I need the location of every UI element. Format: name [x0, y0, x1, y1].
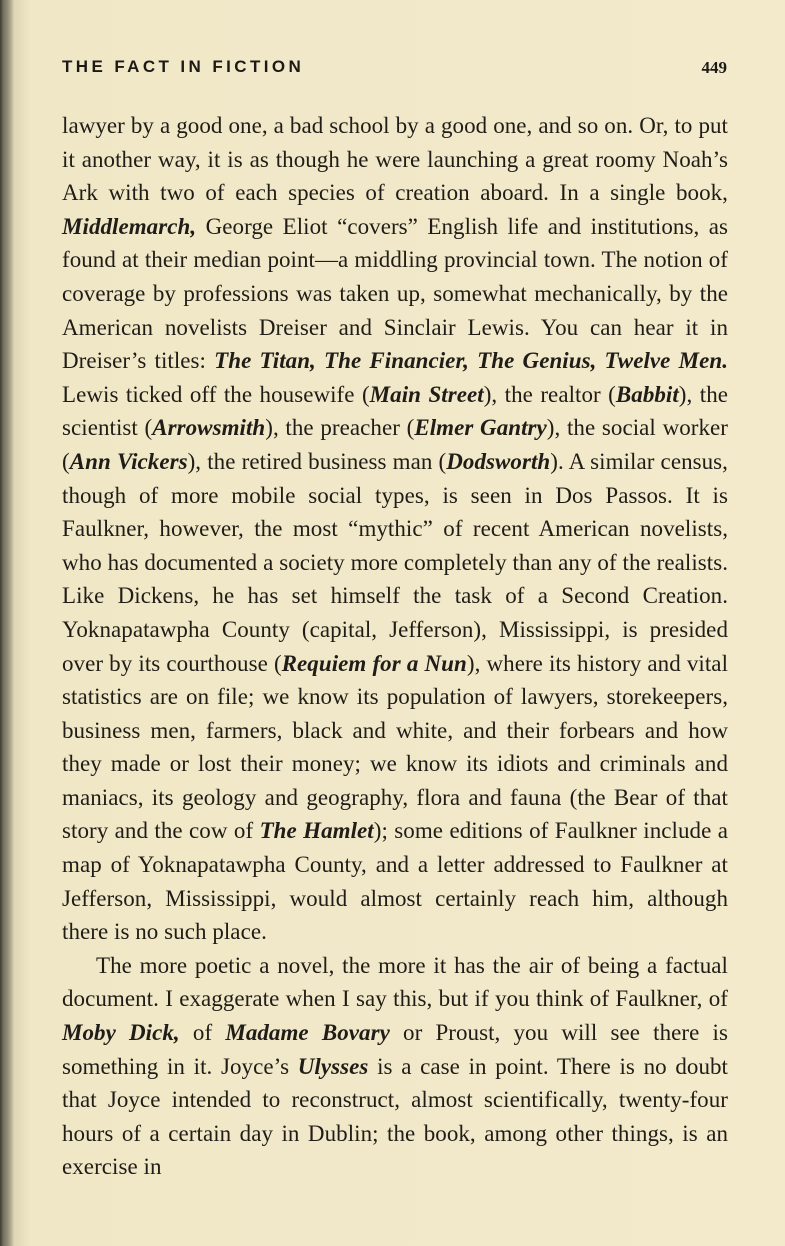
italic-title-text: Requiem for a Nun	[281, 650, 467, 676]
italic-title-text: The Hamlet	[259, 818, 374, 844]
italic-title-text: Dodsworth	[446, 448, 551, 474]
text-run: ); some editions of Faulkner include a map of Yoknapatawpha County, and a letter addressed to Faulkner at Jefferson, Mississippi, would almost certainly reach him, although there is no such place.	[62, 818, 728, 945]
italic-title-text: The Titan, The Financier, The Genius, Twelve Men.	[214, 348, 728, 374]
paragraph	[62, 949, 728, 1184]
text-run: ), the scientist (	[62, 381, 728, 441]
text-run: The more poetic a novel, the more it has the air of being a factual document. I exaggerate when I say this, but if you think of Faulkner, of	[62, 952, 728, 1012]
text-run: of	[179, 1020, 226, 1046]
italic-title-text: Moby Dick,	[62, 1020, 180, 1046]
italic-title-text: Ulysses	[297, 1053, 369, 1079]
text-run: is a case in point. There is no doubt that Joyce intended to reconstruct, almost scientifically, twenty-four hours of a certain day in Dublin; the book, among other things, is an exercise in	[62, 1053, 728, 1180]
page-header	[62, 57, 727, 87]
italic-title-text: Madame Bovary	[225, 1020, 390, 1046]
italic-title-text: Ann Vickers	[69, 448, 188, 474]
paragraph	[62, 109, 728, 949]
text-run: ), the realtor (	[483, 381, 616, 407]
text-run: ), where its history and vital statistics are on file; we know its population of lawyers, storekeepers, business men, farmers, black and white, and their forbears and how they made or lost their money; we know its idiots and criminals and maniacs, its geology and geography, flora and fauna (the Bear of that story and the cow of	[62, 650, 729, 844]
italic-title-text: Babbit	[615, 381, 679, 407]
text-run: or Proust, you will see there is something in it. Joyce’s	[62, 1020, 728, 1079]
text-run: lawyer by a good one, a bad school by a good one, and so on. Or, to put it another way, it is as though he were launching a great roomy Noah’s Ark with two of each species of creation aboard. In a single book,	[62, 113, 728, 206]
text-run: ), the social worker (	[62, 415, 728, 474]
page-number: 449	[701, 58, 727, 77]
text-run: ), the preacher (	[265, 415, 415, 441]
body-text	[62, 109, 728, 1184]
italic-title-text: Elmer Gantry	[414, 415, 547, 441]
italic-title-text: Arrowsmith	[152, 415, 266, 441]
text-run: Lewis ticked off the housewife (	[62, 381, 370, 407]
text-run: ), the retired business man (	[187, 448, 447, 474]
italic-title-text: Middlemarch,	[62, 213, 197, 239]
text-run: ). A similar census, though of more mobile social types, is seen in Dos Passos. It is Faulkner, however, the most “mythic” of recent American novelists, who has documented a society more completely than any of the realists. Like Dickens, he has set himself the task of a Second Creation. Yoknapatawpha County (capital, Jefferson), Mississippi, is presided over by its courthouse (	[62, 448, 728, 676]
running-head: THE FACT IN FICTION	[62, 57, 305, 76]
italic-title-text: Main Street	[369, 381, 484, 407]
page-gutter-shadow	[0, 0, 14, 1246]
text-run: George Eliot “covers” English life and institutions, as found at their median point—a middling provincial town. The notion of coverage by professions was taken up, somewhat mechanically, by the American novelists Dreiser and Sinclair Lewis. You can hear it in Dreiser’s titles:	[62, 213, 728, 374]
